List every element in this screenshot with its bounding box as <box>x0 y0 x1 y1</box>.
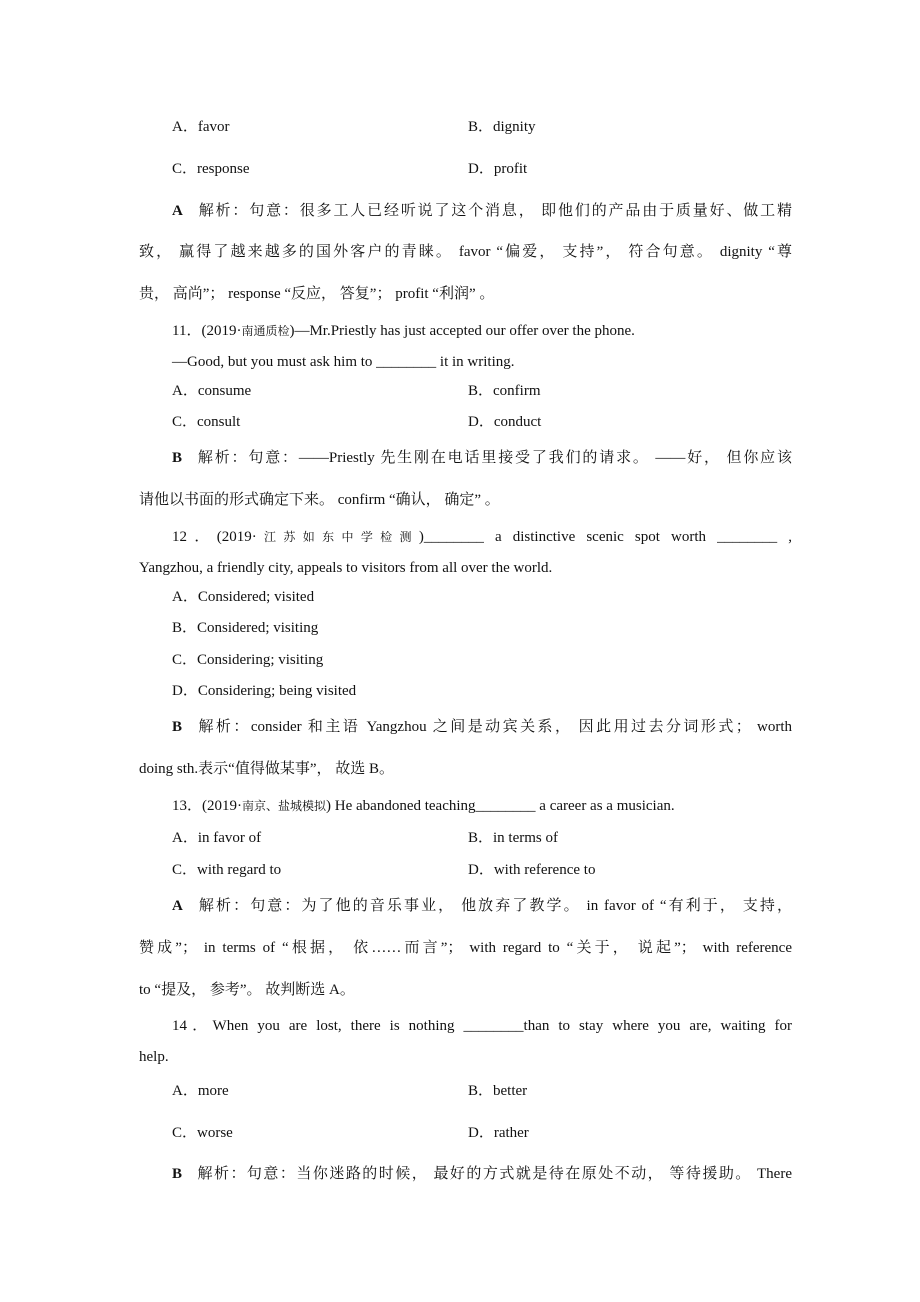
question-source: 江苏如东中学检测 <box>256 530 419 544</box>
question-number: 12．(2019· <box>172 529 257 545</box>
option-d: D．Considering; being visited <box>172 683 357 699</box>
option-b: B．confirm <box>468 383 541 399</box>
answer-letter: B <box>172 719 183 735</box>
explanation-line <box>172 717 792 737</box>
explanation-line: doing sth.表示“值得做某事”， 故选 B。 <box>139 761 394 777</box>
explanation-line: 致， 赢得了越来越多的国外客户的青睐。 favor “偏爱， 支持”， 符合句意。 dignity “尊 <box>139 244 792 260</box>
question-stem-2: help. <box>139 1049 169 1065</box>
option-a: A．more <box>172 1083 229 1099</box>
answer-letter: B <box>172 450 183 466</box>
option-c: C．with regard to <box>172 862 282 878</box>
answer-letter: A <box>172 898 183 914</box>
explanation-line: 请他以书面的形式确定下来。 confirm “确认， 确定” 。 <box>139 492 500 508</box>
option-c: C．worse <box>172 1125 233 1141</box>
option-d: D．with reference to <box>468 862 596 878</box>
question-stem <box>172 527 792 547</box>
question-number: 13．(2019· <box>172 798 242 814</box>
option-d: D．rather <box>468 1125 529 1141</box>
explanation-line: 赞成”； in terms of “根据， 依……而言”； with regard to “关于， 说起”； with reference <box>139 940 792 956</box>
explanation-text: 解析：句意：很多工人已经听说了这个消息， 即他们的产品由于质量好、做工精 <box>196 203 792 219</box>
question-stem <box>172 796 675 816</box>
option-a: A．consume <box>172 383 252 399</box>
question-stem-2: Yangzhou, a friendly city, appeals to visitors from all over the world. <box>139 560 553 576</box>
stem-text: )—Mr.Priestly has just accepted our offer over the phone. <box>289 323 635 339</box>
option-a: A．in favor of <box>172 830 262 846</box>
explanation-text: 解析：句意：当你迷路的时候， 最好的方式就是待在原处不动， 等待援助。 There <box>196 1166 792 1182</box>
question-stem <box>172 321 635 341</box>
question-source: 南通质检 <box>241 324 290 338</box>
answer-letter: B <box>172 1166 183 1182</box>
option-c: C．consult <box>172 414 241 430</box>
option-b: B．in terms of <box>468 830 558 846</box>
question-stem: 14．When you are lost, there is nothing ________than to stay where you are, waiting for <box>172 1018 792 1034</box>
explanation-line <box>172 896 792 916</box>
explanation-line <box>172 1164 792 1184</box>
stem-text: ) He abandoned teaching________ a career as a musician. <box>326 798 675 814</box>
explanation-line <box>172 448 792 468</box>
option-a: A．favor <box>172 119 230 135</box>
question-stem-2: —Good, but you must ask him to ________ it in writing. <box>172 354 515 370</box>
option-b: B．Considered; visiting <box>172 620 319 636</box>
question-number: 11．(2019· <box>172 323 242 339</box>
explanation-line <box>172 201 792 221</box>
question-source: 南京、盐城模拟 <box>242 799 327 813</box>
option-b: B．better <box>468 1083 528 1099</box>
explanation-line: to “提及， 参考”。 故判断选 A。 <box>139 982 355 998</box>
explanation-text: 解析：句意：为了他的音乐事业， 他放弃了教学。 in favor of “有利于， 支持， <box>196 898 792 914</box>
option-b: B．dignity <box>468 119 536 135</box>
stem-text: )________ a distinctive scenic spot worth ________ , <box>418 529 792 545</box>
explanation-text: 解析：consider 和主语 Yangzhou 之间是动宾关系， 因此用过去分词形式； worth <box>196 719 792 735</box>
option-c: C．Considering; visiting <box>172 652 324 668</box>
option-d: D．conduct <box>468 414 542 430</box>
answer-letter: A <box>172 203 183 219</box>
option-c: C．response <box>172 161 250 177</box>
explanation-text: 解析：句意：——Priestly 先生刚在电话里接受了我们的请求。 ——好， 但你应该 <box>196 450 792 466</box>
option-d: D．profit <box>468 161 528 177</box>
explanation-line: 贵， 高尚”； response “反应， 答复”； profit “利润” 。 <box>139 286 495 302</box>
option-a: A．Considered; visited <box>172 589 315 605</box>
